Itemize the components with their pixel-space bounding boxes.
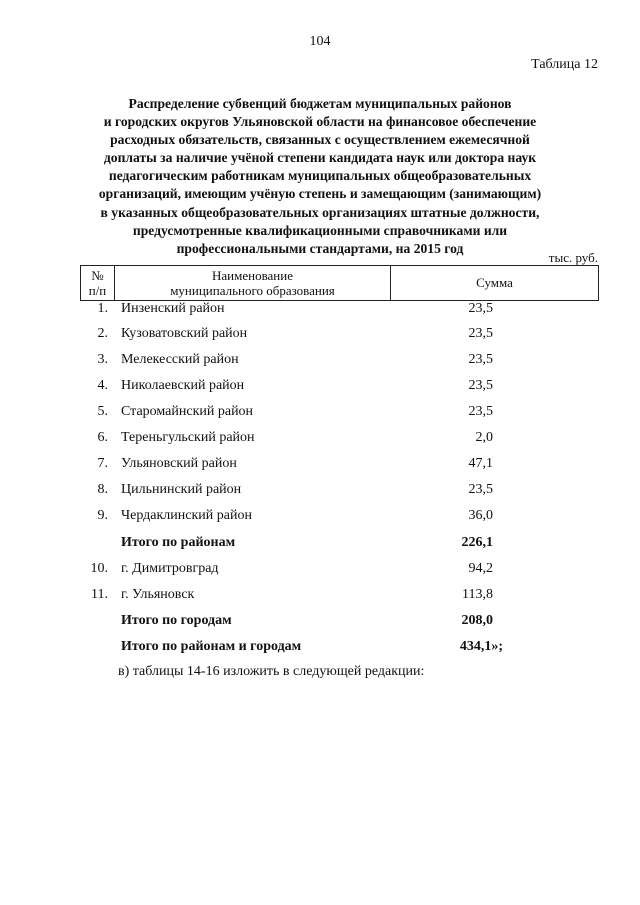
footnote: в) таблицы 14-16 изложить в следующей редакции:: [118, 664, 425, 679]
row-name: Инзенский район: [121, 301, 225, 316]
row-value: 23,5: [468, 301, 493, 316]
row-number: 5.: [97, 404, 108, 419]
table-row: [0, 404, 640, 424]
document-title: [60, 95, 580, 258]
row-number: 9.: [97, 508, 108, 523]
row-value: 113,8: [462, 587, 493, 602]
table-row: [0, 508, 640, 528]
row-number: 1.: [97, 301, 108, 316]
title-line: организаций, имеющим учёную степень и замещающим (занимающим): [98, 186, 542, 202]
row-value: 36,0: [468, 508, 493, 523]
row-value: 23,5: [468, 378, 493, 393]
header-number-column: [81, 266, 115, 300]
row-name: Итого по районам и городам: [121, 639, 302, 654]
row-name: Тереньгульский район: [121, 430, 255, 445]
table-row: [0, 301, 640, 321]
header-name-line2: муниципального образования: [170, 283, 335, 298]
header-name-line1: Наименование: [212, 268, 293, 283]
row-name: г. Ульяновск: [121, 587, 195, 602]
row-value: 23,5: [468, 352, 493, 367]
row-number: 3.: [97, 352, 108, 367]
table-row-total: [0, 535, 640, 555]
row-name: Николаевский район: [121, 378, 245, 393]
row-number: 8.: [97, 482, 108, 497]
title-line: расходных обязательств, связанных с осуществлением ежемесячной: [110, 132, 530, 148]
title-line: педагогическим работникам муниципальных общеобразовательных: [108, 168, 532, 184]
table-row: [0, 482, 640, 502]
row-number: 10.: [90, 561, 108, 576]
title-line: доплаты за наличие учёной степени кандидата наук или доктора наук: [103, 150, 537, 166]
header-number-line2: п/п: [88, 283, 107, 298]
row-name: Мелекесский район: [121, 352, 239, 367]
table-row: [0, 352, 640, 372]
table-label: Таблица 12: [531, 57, 598, 72]
header-name-column: [115, 266, 391, 300]
header-number-line1: №: [91, 268, 104, 283]
row-name: Цильнинский район: [121, 482, 242, 497]
row-name: Старомайнский район: [121, 404, 254, 419]
row-value: 23,5: [468, 482, 493, 497]
title-line: и городских округов Ульяновской области на финансовое обеспечение: [103, 114, 537, 130]
row-name: Чердаклинский район: [121, 508, 252, 523]
title-line: в указанных общеобразовательных организациях штатные должности,: [100, 204, 540, 220]
table-row: [0, 430, 640, 450]
table-row: [0, 378, 640, 398]
row-name: Кузоватовский район: [121, 326, 248, 341]
row-value: 226,1: [461, 535, 493, 550]
units-label: тыс. руб.: [548, 250, 598, 265]
row-value: 23,5: [468, 326, 493, 341]
row-number: 4.: [97, 378, 108, 393]
header-sum-column: Сумма: [476, 275, 513, 290]
title-line: Распределение субвенций бюджетам муниципальных районов: [128, 96, 512, 111]
row-number: 11.: [91, 587, 108, 602]
row-name: Итого по районам: [121, 535, 236, 550]
row-name: Итого по городам: [121, 613, 232, 628]
page-number: 104: [309, 34, 331, 49]
title-line: предусмотренные квалификационными справочниками или: [132, 222, 508, 238]
row-number: 6.: [97, 430, 108, 445]
row-number: 7.: [97, 456, 108, 471]
row-name: Ульяновский район: [121, 456, 237, 471]
table-header: [80, 265, 599, 301]
table-row: [0, 561, 640, 581]
table-row-grand-total: [0, 639, 640, 659]
row-value: 47,1: [468, 456, 493, 471]
table-row: [0, 326, 640, 346]
row-value: 2,0: [475, 430, 493, 445]
table-row-total: [0, 613, 640, 633]
row-value: 208,0: [461, 613, 493, 628]
table-row: [0, 587, 640, 607]
row-value: 23,5: [468, 404, 493, 419]
row-value: 434,1»;: [459, 639, 503, 654]
row-name: г. Димитровград: [121, 561, 219, 576]
table-row: [0, 456, 640, 476]
title-line: профессиональными стандартами, на 2015 год: [176, 240, 464, 256]
row-number: 2.: [97, 326, 108, 341]
row-value: 94,2: [468, 561, 493, 576]
